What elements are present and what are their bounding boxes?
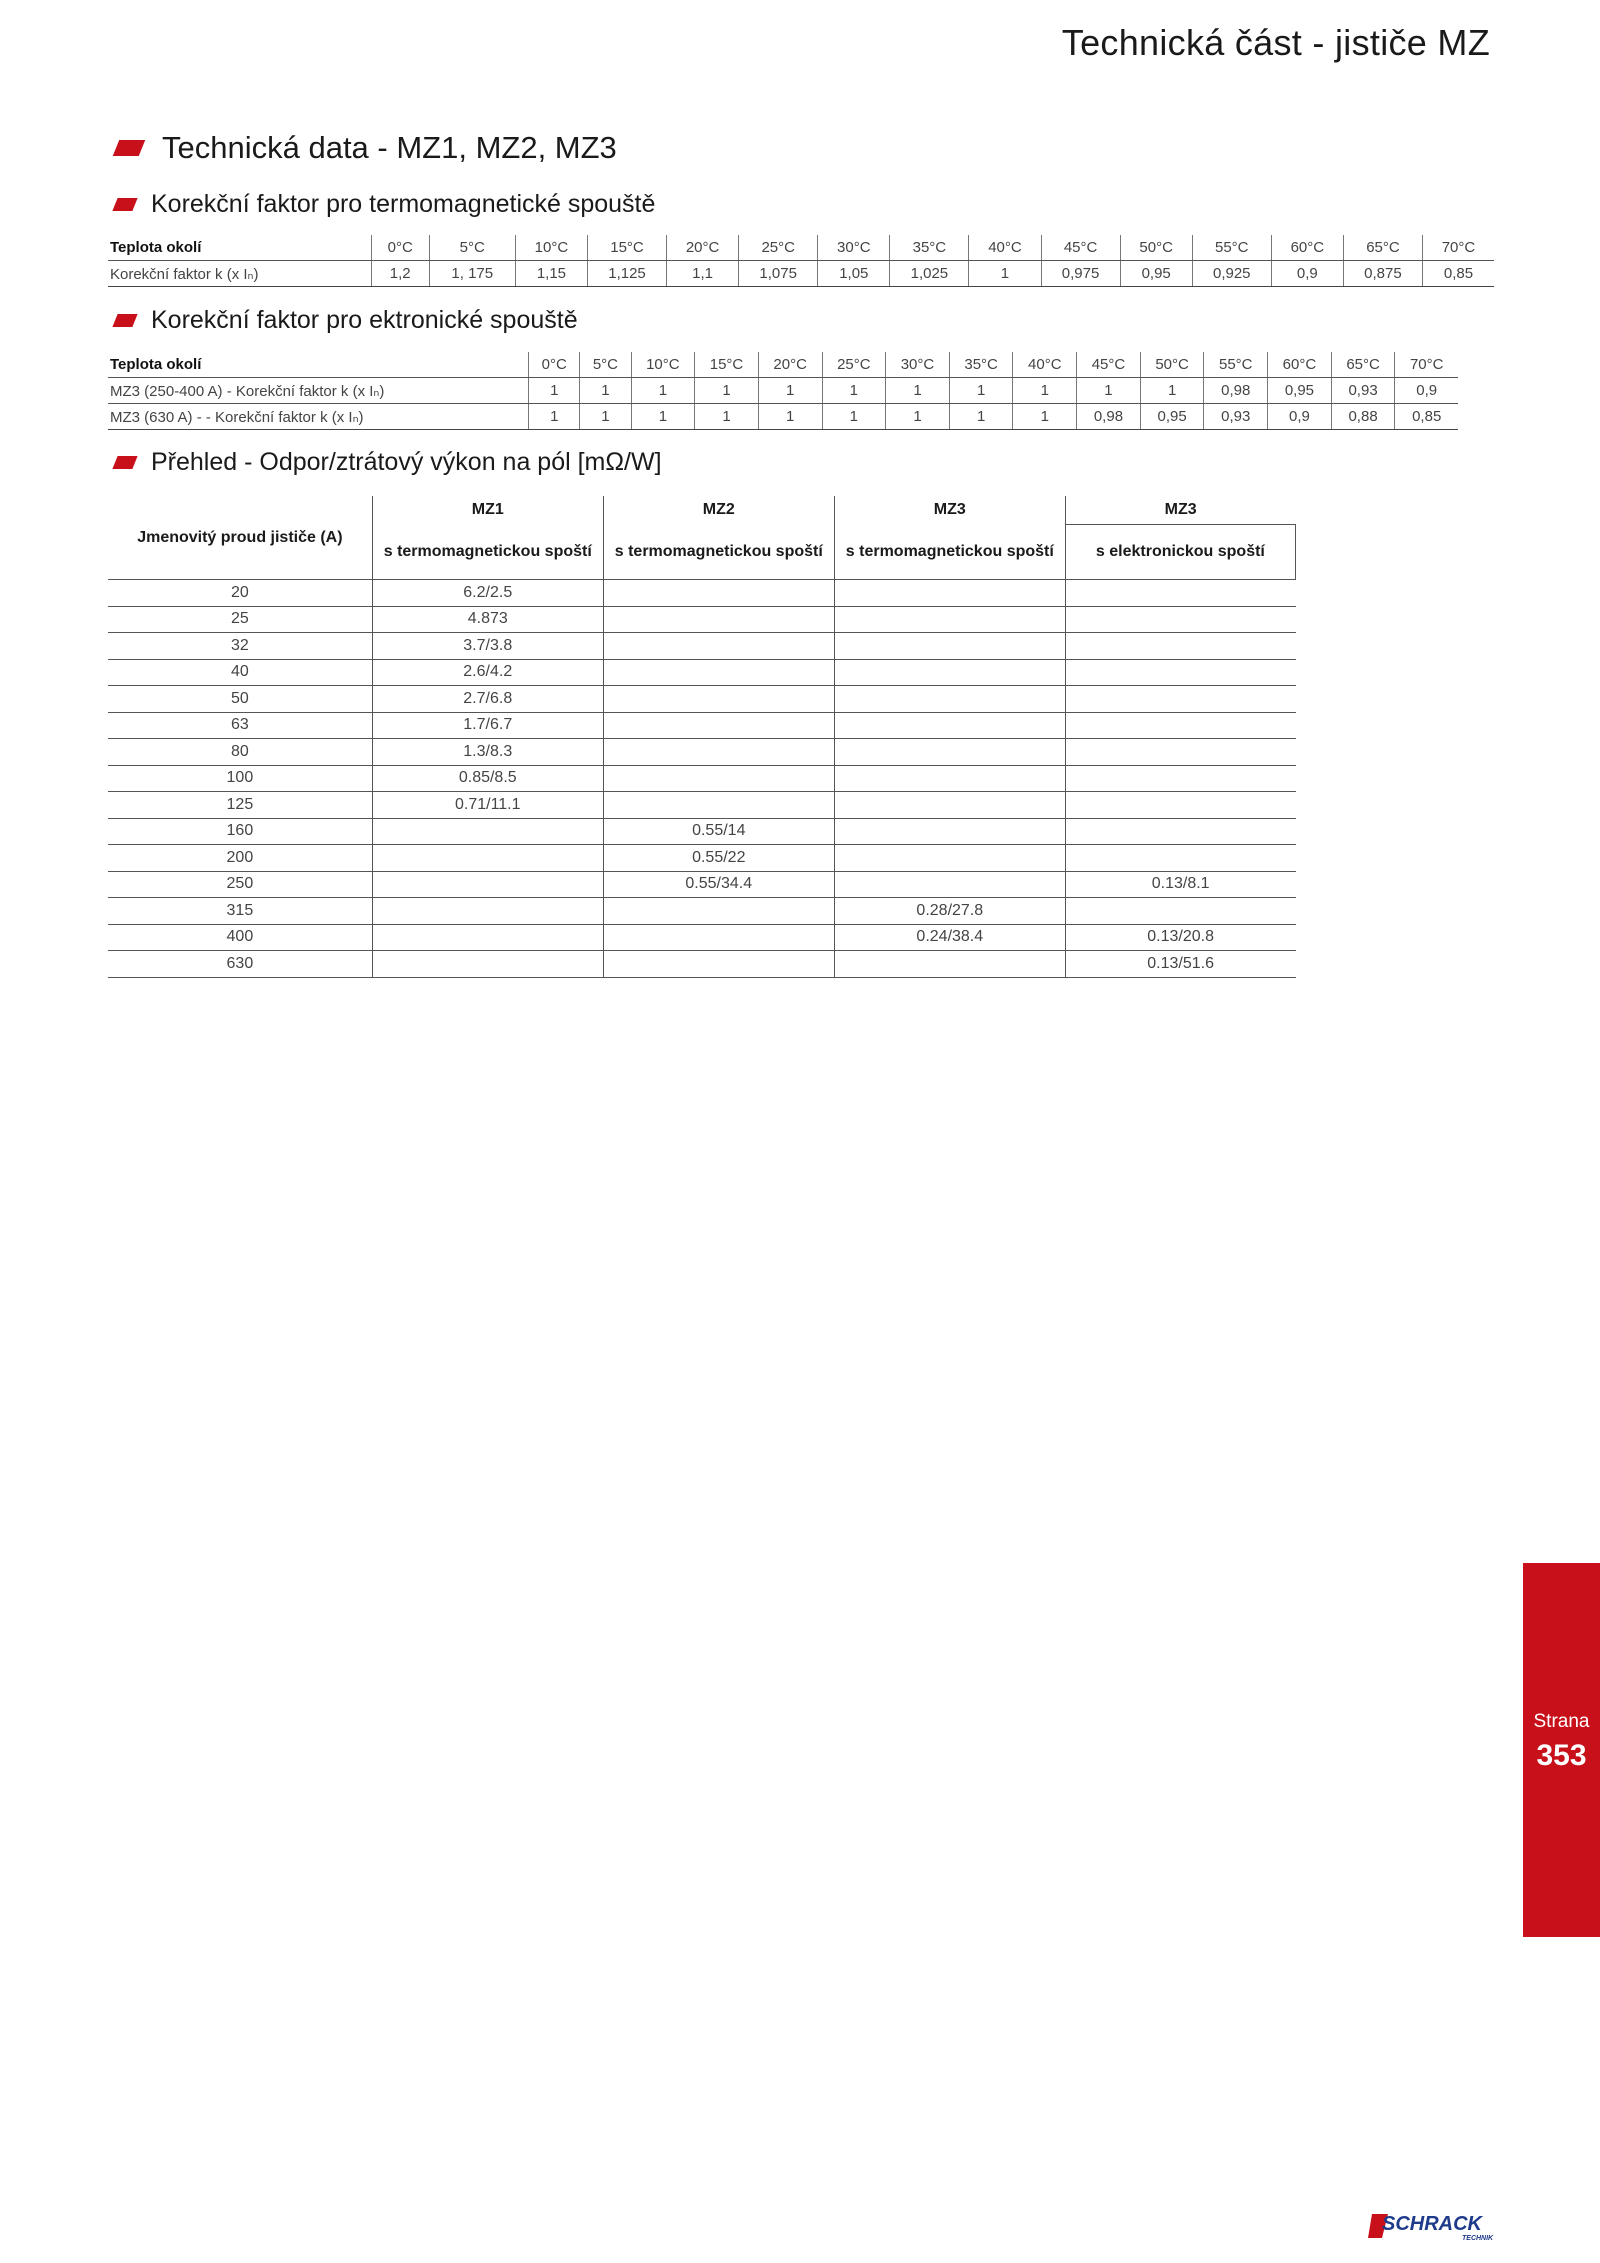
factor-cell: 1 <box>758 378 822 404</box>
resistance-loss-cell <box>372 845 603 872</box>
resistance-loss-cell <box>834 845 1065 872</box>
resistance-loss-cell <box>372 871 603 898</box>
model-header: MZ3 <box>1065 496 1295 525</box>
resistance-loss-cell <box>603 659 834 686</box>
factor-cell: 1 <box>695 404 759 430</box>
temp-cell: 0°C <box>529 352 580 378</box>
resistance-loss-cell <box>603 951 834 978</box>
page-header-title: Technická část - jističe MZ <box>1061 22 1490 63</box>
resistance-loss-cell: 0.55/14 <box>603 818 834 845</box>
elec-row-label: MZ3 (250-400 A) - Korekční faktor k (x Iₙ) <box>108 378 529 404</box>
resistance-loss-cell <box>603 633 834 660</box>
resistance-loss-cell <box>834 871 1065 898</box>
table-row <box>108 951 1296 978</box>
page-tab-label: Strana <box>1533 1711 1590 1732</box>
factor-cell: 0,85 <box>1422 261 1494 287</box>
temp-cell: 70°C <box>1422 235 1494 261</box>
factor-cell: 0,98 <box>1077 404 1141 430</box>
section-thermo-title: Korekční faktor pro termomagnetické spouště <box>151 190 656 218</box>
resistance-loss-cell <box>1065 712 1295 739</box>
resistance-loss-cell: 0.55/34.4 <box>603 871 834 898</box>
current-cell: 50 <box>108 686 372 713</box>
temp-cell: 5°C <box>580 352 631 378</box>
factor-cell: 1 <box>1077 378 1141 404</box>
resistance-loss-cell: 0.13/51.6 <box>1065 951 1295 978</box>
section-elec-heading <box>110 306 578 335</box>
factor-cell: 1,15 <box>515 261 587 287</box>
factor-cell: 0,98 <box>1204 378 1268 404</box>
factor-cell: 0,95 <box>1140 404 1204 430</box>
resistance-loss-cell <box>372 898 603 925</box>
resistance-loss-cell <box>372 951 603 978</box>
factor-cell: 1 <box>529 378 580 404</box>
temp-cell: 40°C <box>969 235 1041 261</box>
resistance-loss-cell <box>603 686 834 713</box>
elec-header-row <box>108 352 1458 378</box>
elec-header-label: Teplota okolí <box>108 352 529 378</box>
factor-cell: 1 <box>949 404 1013 430</box>
resistance-loss-cell: 0.28/27.8 <box>834 898 1065 925</box>
factor-cell: 1 <box>580 378 631 404</box>
factor-cell: 1, 175 <box>429 261 515 287</box>
current-cell: 32 <box>108 633 372 660</box>
factor-cell: 1,2 <box>371 261 429 287</box>
factor-cell: 0,9 <box>1268 404 1332 430</box>
section-overview-title: Přehled - Odpor/ztrátový výkon na pól [mΩ/W] <box>151 448 662 476</box>
factor-cell: 1 <box>969 261 1041 287</box>
factor-cell: 0,88 <box>1331 404 1395 430</box>
factor-cell: 1 <box>580 404 631 430</box>
resistance-loss-cell <box>1065 792 1295 819</box>
factor-cell: 1 <box>949 378 1013 404</box>
resistance-loss-cell <box>1065 765 1295 792</box>
resistance-loss-cell <box>834 739 1065 766</box>
model-header: MZ1 <box>372 496 603 525</box>
current-cell: 250 <box>108 871 372 898</box>
resistance-loss-cell: 0.24/38.4 <box>834 924 1065 951</box>
overview-body <box>108 580 1296 978</box>
section-marker-icon <box>112 456 137 469</box>
temp-cell: 25°C <box>822 352 886 378</box>
temp-cell: 65°C <box>1331 352 1395 378</box>
resistance-loss-cell <box>603 712 834 739</box>
page-tab <box>1523 1563 1600 1937</box>
schrack-logo <box>1366 2208 1506 2242</box>
factor-cell: 1 <box>1013 404 1077 430</box>
factor-cell: 1,125 <box>588 261 667 287</box>
thermo-row-label: Korekční faktor k (x Iₙ) <box>108 261 371 287</box>
factor-cell: 0,95 <box>1268 378 1332 404</box>
factor-cell: 0,975 <box>1041 261 1120 287</box>
section-thermo-heading <box>110 190 655 219</box>
resistance-loss-cell <box>1065 739 1295 766</box>
resistance-loss-cell <box>603 898 834 925</box>
temp-cell: 45°C <box>1041 235 1120 261</box>
table-row <box>108 924 1296 951</box>
resistance-loss-cell <box>834 792 1065 819</box>
resistance-loss-cell: 3.7/3.8 <box>372 633 603 660</box>
factor-cell: 1 <box>758 404 822 430</box>
factor-cell: 1 <box>1140 378 1204 404</box>
temp-cell: 55°C <box>1192 235 1271 261</box>
temp-cell: 15°C <box>588 235 667 261</box>
trip-type-header: s elektronickou spoští <box>1065 525 1295 580</box>
current-cell: 400 <box>108 924 372 951</box>
resistance-loss-cell: 6.2/2.5 <box>372 580 603 607</box>
factor-cell: 0,9 <box>1395 378 1458 404</box>
resistance-loss-cell <box>1065 845 1295 872</box>
resistance-loss-cell <box>603 924 834 951</box>
factor-cell: 1 <box>822 378 886 404</box>
logo-wordmark: SCHRACK <box>1382 2213 1482 2235</box>
resistance-loss-cell <box>603 739 834 766</box>
resistance-loss-cell <box>372 924 603 951</box>
elec-correction-table <box>108 352 1458 430</box>
resistance-loss-cell <box>1065 580 1295 607</box>
thermo-correction-table <box>108 235 1494 287</box>
overview-header-row <box>108 496 1296 525</box>
factor-cell: 1,025 <box>890 261 969 287</box>
factor-cell: 0,85 <box>1395 404 1458 430</box>
resistance-loss-cell <box>1065 898 1295 925</box>
model-header: MZ3 <box>834 496 1065 525</box>
temp-cell: 50°C <box>1120 235 1192 261</box>
temp-cell: 10°C <box>515 235 587 261</box>
resistance-loss-cell <box>834 633 1065 660</box>
table-row <box>108 898 1296 925</box>
resistance-loss-cell: 0.13/8.1 <box>1065 871 1295 898</box>
table-row <box>108 580 1296 607</box>
table-row <box>108 871 1296 898</box>
resistance-loss-cell <box>834 818 1065 845</box>
temp-cell: 55°C <box>1204 352 1268 378</box>
temp-cell: 20°C <box>758 352 822 378</box>
section-marker-icon <box>112 314 137 327</box>
temp-cell: 50°C <box>1140 352 1204 378</box>
section-elec-title: Korekční faktor pro ektronické spouště <box>151 306 578 334</box>
resistance-loss-cell <box>1065 686 1295 713</box>
current-cell: 160 <box>108 818 372 845</box>
factor-cell: 1 <box>886 378 950 404</box>
factor-cell: 1 <box>631 378 695 404</box>
temp-cell: 65°C <box>1343 235 1422 261</box>
temp-cell: 70°C <box>1395 352 1458 378</box>
elec-value-row <box>108 378 1458 404</box>
factor-cell: 1 <box>529 404 580 430</box>
resistance-loss-cell: 4.873 <box>372 606 603 633</box>
trip-type-header: s termomagnetickou spoští <box>834 525 1065 580</box>
current-cell: 315 <box>108 898 372 925</box>
current-column-header: Jmenovitý proud jističe (A) <box>108 496 372 580</box>
factor-cell: 0,95 <box>1120 261 1192 287</box>
thermo-header-row <box>108 235 1494 261</box>
resistance-loss-cell <box>834 712 1065 739</box>
resistance-loss-cell: 0.85/8.5 <box>372 765 603 792</box>
temp-cell: 15°C <box>695 352 759 378</box>
table-row <box>108 712 1296 739</box>
resistance-loss-cell <box>834 686 1065 713</box>
temp-cell: 45°C <box>1077 352 1141 378</box>
temp-cell: 20°C <box>667 235 739 261</box>
thermo-header-label: Teplota okolí <box>108 235 371 261</box>
current-cell: 80 <box>108 739 372 766</box>
resistance-loss-cell <box>603 580 834 607</box>
table-row <box>108 845 1296 872</box>
factor-cell: 1 <box>1013 378 1077 404</box>
resistance-loss-cell <box>834 659 1065 686</box>
temp-cell: 10°C <box>631 352 695 378</box>
table-row <box>108 818 1296 845</box>
overview-table <box>108 496 1296 978</box>
temp-cell: 0°C <box>371 235 429 261</box>
section-marker-icon <box>113 140 145 156</box>
resistance-loss-cell <box>603 765 834 792</box>
resistance-loss-cell <box>372 818 603 845</box>
elec-row-label: MZ3 (630 A) - - Korekční faktor k (x Iₙ) <box>108 404 529 430</box>
temp-cell: 60°C <box>1268 352 1332 378</box>
current-cell: 630 <box>108 951 372 978</box>
resistance-loss-cell <box>603 606 834 633</box>
factor-cell: 0,9 <box>1271 261 1343 287</box>
resistance-loss-cell: 0.13/20.8 <box>1065 924 1295 951</box>
current-cell: 25 <box>108 606 372 633</box>
resistance-loss-cell <box>603 792 834 819</box>
section-marker-icon <box>112 198 137 211</box>
temp-cell: 30°C <box>818 235 890 261</box>
table-row <box>108 606 1296 633</box>
resistance-loss-cell <box>834 606 1065 633</box>
current-cell: 200 <box>108 845 372 872</box>
table-row <box>108 792 1296 819</box>
resistance-loss-cell <box>1065 818 1295 845</box>
page-number: 353 <box>1536 1739 1587 1772</box>
trip-type-header: s termomagnetickou spoští <box>372 525 603 580</box>
resistance-loss-cell <box>834 580 1065 607</box>
factor-cell: 0,875 <box>1343 261 1422 287</box>
resistance-loss-cell: 2.7/6.8 <box>372 686 603 713</box>
current-cell: 20 <box>108 580 372 607</box>
elec-value-row <box>108 404 1458 430</box>
current-cell: 125 <box>108 792 372 819</box>
resistance-loss-cell: 2.6/4.2 <box>372 659 603 686</box>
resistance-loss-cell <box>834 951 1065 978</box>
temp-cell: 40°C <box>1013 352 1077 378</box>
table-row <box>108 659 1296 686</box>
factor-cell: 0,93 <box>1204 404 1268 430</box>
factor-cell: 0,93 <box>1331 378 1395 404</box>
factor-cell: 1 <box>822 404 886 430</box>
temp-cell: 30°C <box>886 352 950 378</box>
trip-type-header: s termomagnetickou spoští <box>603 525 834 580</box>
section-overview-heading <box>110 448 662 477</box>
table-row <box>108 686 1296 713</box>
resistance-loss-cell <box>834 765 1065 792</box>
current-cell: 40 <box>108 659 372 686</box>
factor-cell: 1,05 <box>818 261 890 287</box>
resistance-loss-cell <box>1065 633 1295 660</box>
table-row <box>108 765 1296 792</box>
factor-cell: 1 <box>695 378 759 404</box>
resistance-loss-cell: 0.71/11.1 <box>372 792 603 819</box>
resistance-loss-cell: 1.3/8.3 <box>372 739 603 766</box>
current-cell: 63 <box>108 712 372 739</box>
table-row <box>108 739 1296 766</box>
thermo-value-row <box>108 261 1494 287</box>
temp-cell: 35°C <box>949 352 1013 378</box>
resistance-loss-cell <box>1065 606 1295 633</box>
factor-cell: 1,1 <box>667 261 739 287</box>
factor-cell: 1 <box>886 404 950 430</box>
table-row <box>108 633 1296 660</box>
temp-cell: 35°C <box>890 235 969 261</box>
temp-cell: 60°C <box>1271 235 1343 261</box>
section-main-heading <box>110 130 617 166</box>
logo-subtext: TECHNIK <box>1462 2235 1494 2242</box>
temp-cell: 5°C <box>429 235 515 261</box>
current-cell: 100 <box>108 765 372 792</box>
factor-cell: 0,925 <box>1192 261 1271 287</box>
resistance-loss-cell <box>1065 659 1295 686</box>
resistance-loss-cell: 0.55/22 <box>603 845 834 872</box>
section-main-title: Technická data - MZ1, MZ2, MZ3 <box>162 130 617 165</box>
factor-cell: 1 <box>631 404 695 430</box>
model-header: MZ2 <box>603 496 834 525</box>
factor-cell: 1,075 <box>739 261 818 287</box>
temp-cell: 25°C <box>739 235 818 261</box>
resistance-loss-cell: 1.7/6.7 <box>372 712 603 739</box>
